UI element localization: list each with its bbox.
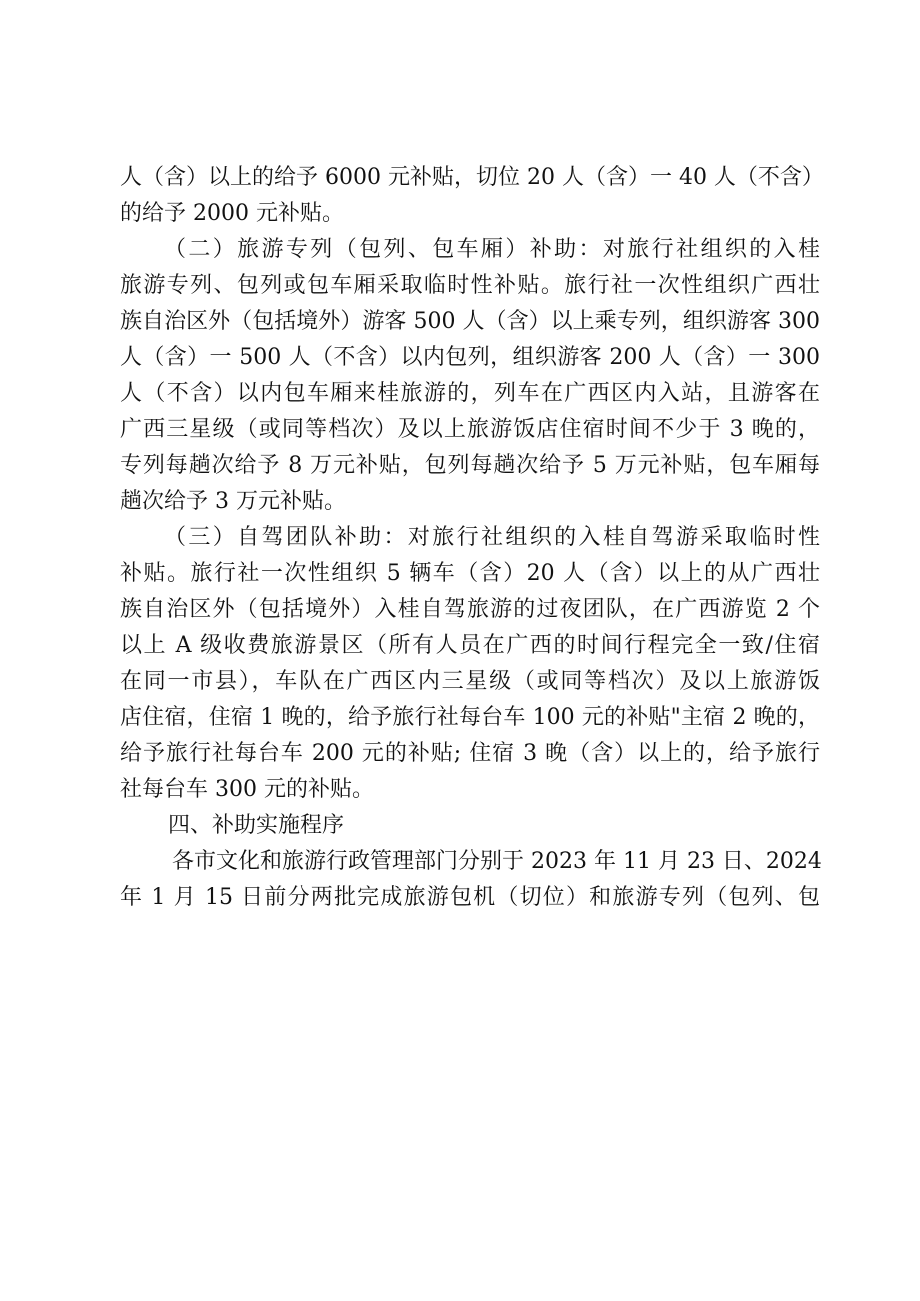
paragraph-procedure — [120, 844, 820, 916]
section-heading: 四、补助实施程序 — [168, 813, 345, 838]
text-line: 店住宿，住宿 1 晚的，给予旅行社每台车 100 元的补贴"主宿 2 晚的， — [120, 705, 820, 730]
text-line: 以上 A 级收费旅游景区（所有人员在广西的时间行程完全一致/住宿 — [120, 633, 820, 658]
text-line: 年 1 月 15 日前分两批完成旅游包机（切位）和旅游专列（包列、包 — [120, 885, 820, 910]
text-line: 的给予 2000 元补贴。 — [120, 201, 344, 226]
text-line: 补贴。旅行社一次性组织 5 辆车（含）20 人（含）以上的从广西壮 — [120, 561, 820, 586]
text-line: 人（不含）以内包车厢来桂旅游的，列车在广西区内入站，且游客在 — [120, 381, 820, 406]
text-line: 人（含）一 500 人（不含）以内包列，组织游客 200 人（含）一 300 — [120, 345, 820, 370]
text-line: （二）旅游专列（包列、包车厢）补助：对旅行社组织的入桂 — [164, 237, 820, 262]
text-line: 趟次给予 3 万元补贴。 — [120, 489, 346, 514]
text-line: 族自治区外（包括境外）游客 500 人（含）以上乘专列，组织游客 300 — [120, 309, 820, 334]
document-body — [120, 160, 824, 916]
text-line: 旅游专列、包列或包车厢采取临时性补贴。旅行社一次性组织广西壮 — [120, 273, 820, 298]
paragraph-self-drive-subsidy — [120, 520, 820, 808]
text-line: 社每台车 300 元的补贴。 — [120, 777, 374, 802]
text-line: 各市文化和旅游行政管理部门分别于 2023 年 11 月 23 日、2024 — [172, 849, 822, 874]
paragraph-charter-subsidy-tail — [120, 160, 824, 232]
section-heading-procedure — [120, 808, 820, 844]
paragraph-train-subsidy — [120, 232, 820, 520]
text-line: 专列每趟次给予 8 万元补贴，包列每趟次给予 5 万元补贴，包车厢每 — [120, 453, 820, 478]
text-line: 给予旅行社每台车 200 元的补贴; 住宿 3 晚（含）以上的，给予旅行 — [120, 741, 820, 766]
text-line: 广西三星级（或同等档次）及以上旅游饭店住宿时间不少于 3 晚的， — [120, 417, 820, 442]
text-line: 族自治区外（包括境外）入桂自驾旅游的过夜团队，在广西游览 2 个 — [120, 597, 820, 622]
text-line: （三）自驾团队补助：对旅行社组织的入桂自驾游采取临时性 — [164, 525, 820, 550]
text-line: 在同一市县），车队在广西区内三星级（或同等档次）及以上旅游饭 — [120, 669, 820, 694]
text-line: 人（含）以上的给予 6000 元补贴，切位 20 人（含）一 40 人（不含） — [120, 165, 824, 190]
